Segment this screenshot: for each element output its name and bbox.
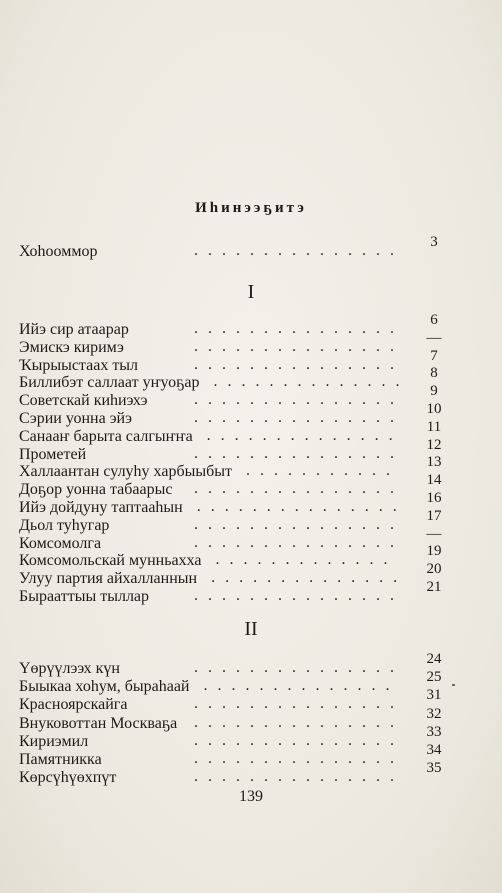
toc-entry-page: 24 — [426, 651, 442, 667]
toc-dot-leader: . . . . . . . . . . . . . . . — [194, 320, 397, 337]
toc-entry-title: Памятникка — [19, 751, 102, 768]
toc-dot-leader: . . . . . . . . . . . . . . . — [194, 480, 397, 497]
toc-entry-title: Ийэ сир атаарар — [19, 321, 129, 338]
toc-entry-title: Красноярскайга — [19, 696, 128, 713]
toc-dot-leader: . . . . . . . . . . . . . . . — [194, 516, 397, 533]
toc-entry — [19, 383, 439, 410]
toc-entry-page: 13 — [426, 454, 442, 470]
toc-dot-leader: . . . . . . . . . . . . . . — [213, 373, 403, 390]
toc-dot-leader: . . . . . . . . . . . . . . . — [194, 750, 397, 767]
toc-entry-page: 11 — [426, 419, 442, 435]
toc-entry-title: Хоһооммор — [19, 243, 98, 260]
toc-entry-page: 25 — [426, 669, 442, 685]
toc-entry-page: 16 — [426, 490, 442, 506]
toc-dot-leader: . . . . . . . . . . . — [245, 462, 393, 479]
contents-heading: Иһинээҕитэ — [195, 200, 307, 216]
paper-speck — [452, 684, 455, 686]
toc-entry-title: Внуковоттан Москваҕа — [19, 715, 178, 732]
toc-entry-page: 6 — [430, 312, 438, 328]
toc-entry-page: 34 — [426, 742, 442, 758]
toc-dot-leader: . . . . . . . . . . . . . . . — [194, 391, 397, 408]
toc-dot-leader: . . . . . . . . . . . . . — [215, 551, 391, 568]
toc-entry-title: Халлаантан сулуһу харбыыбыт — [19, 463, 232, 480]
toc-entry-page: — — [426, 526, 442, 542]
toc-entry-title: Улуу партия айхалланнын — [19, 570, 198, 587]
toc-entry-title: Быыкаа хоһум, быраһаай — [19, 678, 190, 695]
toc-dot-leader: . . . . . . . . . . . . . . . — [196, 498, 400, 515]
section-numeral: I — [247, 281, 255, 303]
toc-dot-leader: . . . . . . . . . . . . . . . — [194, 587, 397, 604]
toc-dot-leader: . . . . . . . . . . . . . . . — [194, 356, 397, 373]
toc-entry-title: Советскай киһиэхэ — [19, 392, 148, 409]
toc-entry-page: — — [426, 330, 442, 346]
toc-entry-page: 20 — [426, 561, 442, 577]
toc-entry-page: 19 — [426, 543, 442, 559]
toc-dot-leader: . . . . . . . . . . . . . . . — [194, 732, 397, 749]
toc-dot-leader: . . . . . . . . . . . . . . . — [194, 409, 397, 426]
toc-entry-page: 10 — [426, 401, 442, 417]
toc-entry-title: Кириэмил — [19, 733, 89, 750]
toc-entry-title: Прометей — [19, 446, 87, 463]
toc-entry — [19, 760, 442, 787]
toc-entry-page: 33 — [426, 724, 442, 740]
toc-entry-page: 21 — [426, 579, 442, 595]
toc-entry-title: Сэрии уонна эйэ — [19, 410, 132, 427]
toc-entry-title: Эмискэ киримэ — [19, 339, 124, 356]
toc-dot-leader: . . . . . . . . . . . . . . . — [194, 714, 397, 731]
page-number: 139 — [239, 788, 263, 805]
toc-entry-page: 3 — [430, 234, 438, 250]
toc-dot-leader: . . . . . . . . . . . . . . . — [194, 534, 397, 551]
toc-entry — [19, 330, 442, 357]
toc-entry-page: 17 — [426, 508, 442, 524]
toc-entry-title: Бырааттыы тыллар — [19, 588, 150, 605]
toc-entry-page: 9 — [430, 383, 438, 399]
toc-entry-page: 31 — [426, 687, 442, 703]
toc-entry-title: Ҡырыыстаах тыл — [19, 357, 139, 374]
toc-entry-title: Ийэ дойдуну таптааһын — [19, 499, 183, 516]
toc-entry-title: Санааҥ барыта салгыҥҥа — [19, 428, 193, 445]
toc-entry-title: Комсомольскай мунньахха — [19, 552, 202, 569]
toc-entry-page: 8 — [430, 365, 438, 381]
toc-entry-page: 35 — [426, 760, 442, 776]
toc-entry-page: 7 — [430, 348, 438, 364]
toc-entry-title: Комсомолга — [19, 535, 102, 552]
toc-entry-title: Дьол туһугар — [19, 517, 110, 534]
toc-entry-page: 32 — [426, 706, 442, 722]
toc-dot-leader: . . . . . . . . . . . . . . . — [194, 768, 397, 785]
toc-entry-title: Доҕор уонна табаарыс — [19, 481, 173, 498]
toc-dot-leader: . . . . . . . . . . . . . . . — [194, 242, 397, 259]
toc-entry — [19, 508, 442, 535]
toc-dot-leader: . . . . . . . . . . . . . . . — [194, 338, 397, 355]
toc-dot-leader: . . . . . . . . . . . . . . . — [194, 445, 397, 462]
toc-entry-page: 14 — [426, 472, 442, 488]
toc-entry-page: 12 — [426, 437, 442, 453]
toc-dot-leader: . . . . . . . . . . . . . . — [206, 427, 396, 444]
toc-dot-leader: . . . . . . . . . . . . . . . — [194, 659, 397, 676]
toc-entry-title: Үөрүүлээх күн — [19, 660, 120, 677]
toc-entry — [19, 312, 439, 339]
toc-entry — [19, 579, 442, 606]
toc-entry — [19, 234, 439, 261]
toc-entry-title: Көрсүһүөхпүт — [19, 769, 117, 786]
toc-dot-leader: . . . . . . . . . . . . . . . — [194, 695, 397, 712]
toc-dot-leader: . . . . . . . . . . . . . . — [203, 677, 393, 694]
toc-dot-leader: . . . . . . . . . . . . . . — [211, 569, 401, 586]
toc-entry-title: Биллибэт саллаат уҥуоҕар — [19, 374, 200, 391]
section-numeral: II — [244, 618, 258, 640]
